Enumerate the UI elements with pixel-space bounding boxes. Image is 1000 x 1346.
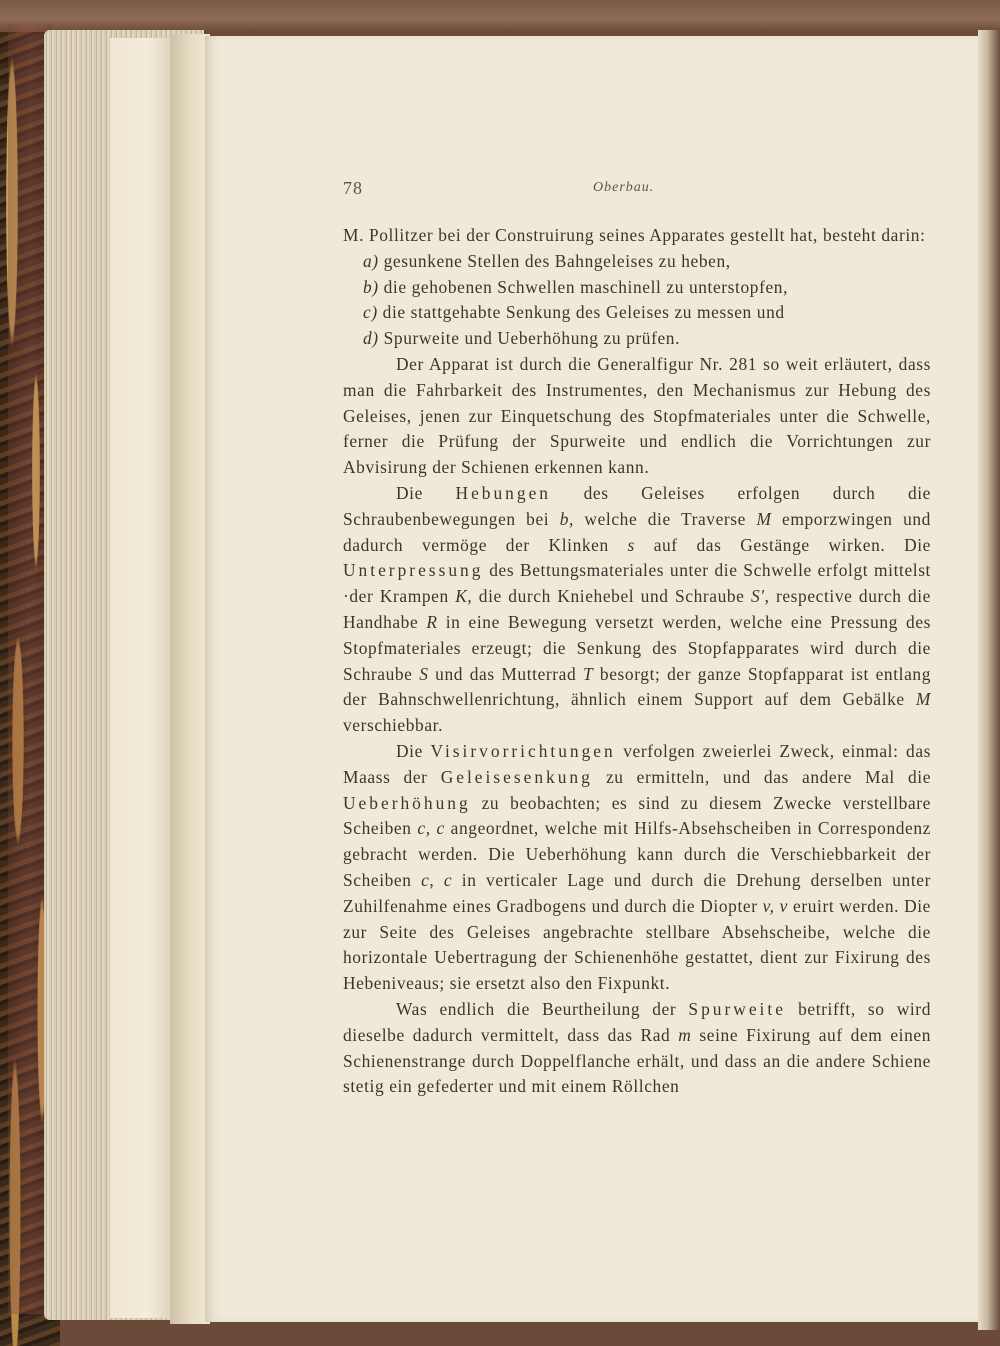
symbol: b: [559, 508, 569, 529]
page-header: [343, 178, 931, 202]
list-item-text: die gehobenen Schwellen maschinell zu unterstopfen,: [383, 276, 789, 297]
paragraph-visirvorrichtungen: [343, 739, 931, 997]
text-run: zu beobachten; es sind zu diesem Zwecke verstellbare Scheiben: [343, 792, 931, 839]
text-run: und das Mutterrad: [435, 663, 577, 684]
list-item: [343, 326, 931, 352]
text-run: auf das Gestänge wirken. Die: [653, 534, 931, 555]
spaced-term: Hebungen: [455, 482, 551, 503]
text-run: des Bettungsmateriales unter die Schwelle erfolgt mittelst ·der Krampen: [343, 560, 931, 607]
running-head: Oberbau.: [593, 180, 655, 195]
text-run: angeordnet, welche mit Hilfs-Absehscheiben in Correspondenz gebracht werden. Die Ueberhöhung kann durch die Verschiebbarkeit der Scheiben: [343, 818, 931, 890]
text-run: , die durch Kniehebel und Schraube: [467, 586, 745, 607]
list-item: [343, 275, 931, 301]
text-run: verfolgen zweierlei Zweck, einmal: das Maass der: [343, 740, 932, 787]
list-item: [343, 249, 931, 275]
text-run: emporzwingen und dadurch vermöge der Klinken: [343, 508, 931, 555]
paragraph-spurweite: [343, 997, 931, 1100]
symbol: R: [426, 611, 438, 632]
list-marker: b): [363, 276, 379, 297]
text-run: verschiebbar.: [343, 715, 444, 736]
text-run: in verticaler Lage und durch die Drehung derselben unter Zuhilfenahme eines Gradbogens und durch die Diopter: [343, 869, 931, 916]
list-item: [343, 300, 931, 326]
intro-paragraph: M. Pollitzer bei der Construirung seines Apparates gestellt hat, besteht darin:: [343, 225, 926, 245]
list-marker: d): [363, 328, 379, 349]
gutter: [170, 34, 210, 1324]
text-run: Die: [396, 482, 423, 503]
text-run: Was endlich die Beurtheilung der: [396, 998, 677, 1019]
text-run: seine Fixirung auf dem einen Schienenstrange durch Doppelflanche erhält, und dass an die andere Schiene stetig ein gefederter und mit einem Röllchen: [343, 1024, 931, 1097]
list-marker: c): [363, 302, 378, 323]
symbol: S': [750, 586, 765, 607]
symbol: v, v: [762, 895, 788, 916]
symbol: T: [582, 663, 594, 684]
spaced-term: Unterpressung: [343, 560, 484, 581]
text-run: eruirt werden. Die zur Seite des Geleises angebrachte stellbare Absehscheibe, welche die horizontale Uebertragung der Schienenhöhe gestattet, dient zur Fixirung des Hebeniveaus; sie ersetzt also den Fixpunkt.: [343, 895, 932, 994]
text-run: betrifft, so wird dieselbe dadurch vermittelt, dass das Rad: [343, 998, 931, 1045]
list-item-text: die stattgehabte Senkung des Geleises zu messen und: [382, 302, 785, 323]
page-number: 78: [343, 178, 363, 198]
list-item-text: Spurweite und Ueberhöhung zu prüfen.: [383, 328, 681, 349]
list-marker: a): [363, 250, 379, 271]
right-page-edge: [978, 30, 1000, 1330]
paragraph-apparatus: Der Apparat ist durch die Generalfigur Nr. 281 so weit erläutert, dass man die Fahrbarkeit des Instrumentes, den Mechanismus zur Hebung des Geleises, jenen zur Einquetschung des Stopfmateriales unter die Schwelle, ferner die Prüfung der Spurweite und endlich die Vorrichtungen zur Abvisirung der Schienen erkennen kann.: [343, 353, 931, 478]
symbol: K: [455, 586, 468, 607]
text-run: zu ermitteln, und das andere Mal die: [605, 766, 932, 787]
paragraph-hebungen: [343, 481, 931, 739]
symbol: M: [756, 508, 772, 529]
spaced-term: Geleisesenkung: [440, 766, 593, 787]
text-run: , welche die Traverse: [569, 508, 746, 529]
text-run: , respective durch die Handhabe: [343, 586, 931, 632]
spaced-term: Ueberhöhung: [343, 792, 471, 813]
symbol: M: [915, 689, 931, 710]
symbol: s: [627, 534, 635, 555]
symbol: c, c: [421, 869, 453, 890]
symbol: S: [419, 663, 429, 684]
cover-top-edge: [0, 0, 1000, 32]
list-item-text: gesunkene Stellen des Bahngeleises zu heben,: [383, 250, 731, 271]
facing-page: [110, 38, 174, 1318]
text-run: Die: [396, 740, 423, 761]
symbol: c, c: [417, 818, 445, 839]
text-run: in eine Bewegung versetzt werden, welche eine Pressung des Stopfmateriales erzeugt; die Senkung des Stopfapparates wird durch die Schraube: [343, 611, 932, 684]
spaced-term: Visirvorrichtungen: [430, 740, 616, 761]
spaced-term: Spurweite: [688, 998, 786, 1019]
symbol: m: [678, 1024, 692, 1045]
body-text: [343, 223, 931, 1100]
text-run: besorgt; der ganze Stopfapparat ist entlang der Bahnschwellenrichtung, ähnlich einem Support auf dem Gebälke: [343, 663, 931, 710]
text-run: des Geleises erfolgen durch die Schraubenbewegungen bei: [343, 482, 932, 529]
